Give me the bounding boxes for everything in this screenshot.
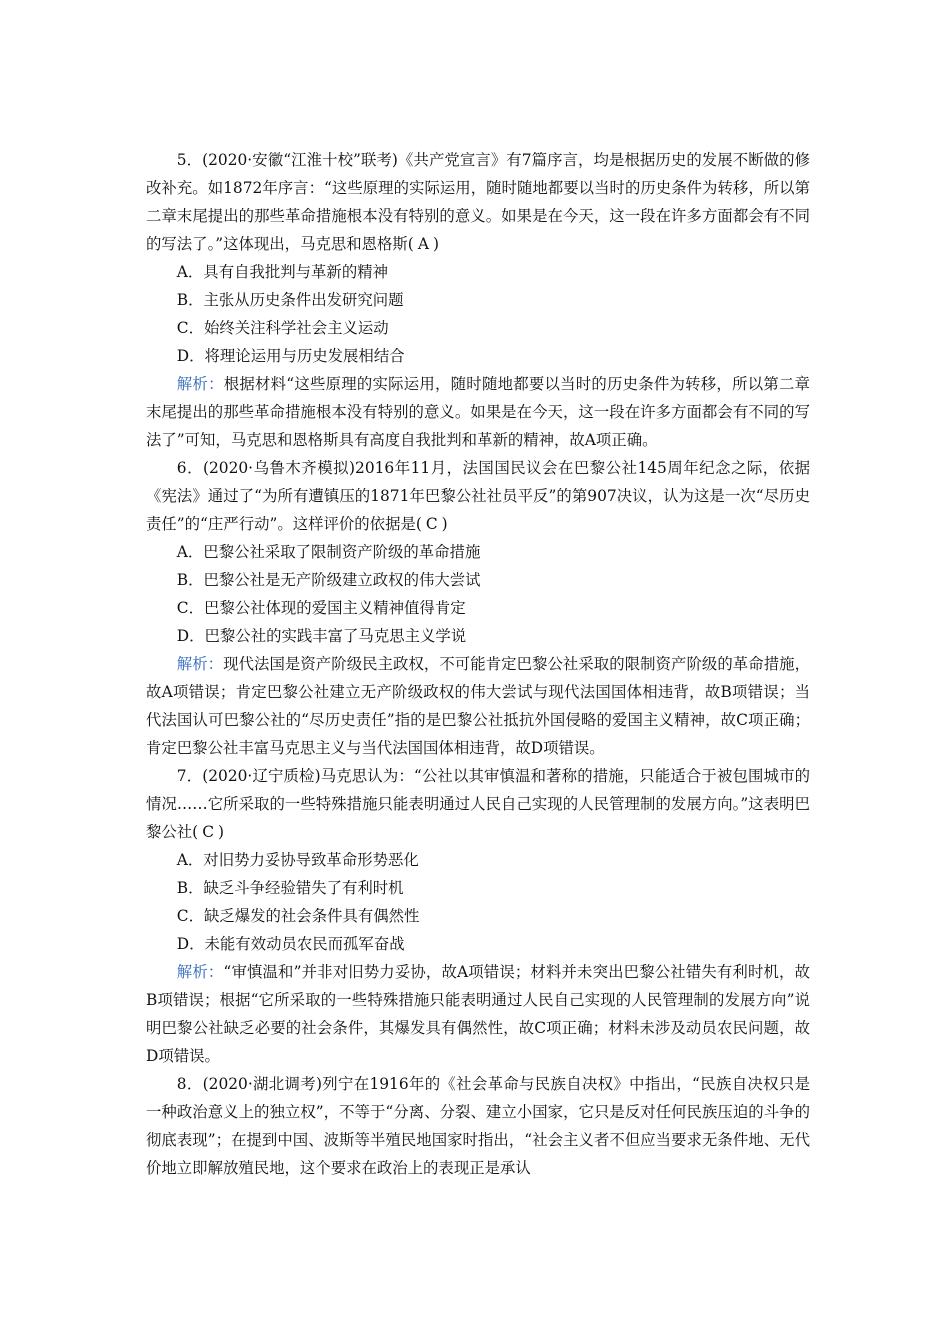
question-stem-text: 6．(2020·乌鲁木齐模拟)2016年11月，法国国民议会在巴黎公社145周年纪念之际，依据《宪法》通过了“为所有遭镇压的1871年巴黎公社社员平反”的第907决议，认为这是一次“尽历史责任”的“庄严行动”。这样评价的依据是(	[146, 459, 810, 533]
option-b: B．巴黎公社是无产阶级建立政权的伟大尝试	[176, 571, 481, 589]
analysis-text: 根据材料“这些原理的实际运用，随时随地都要以当时的历史条件为转移，所以第二章末尾提出的那些革命措施根本没有特别的意义。如果是在今天，这一段在许多方面都会有不同的写法了”可知，马克思和恩格斯具有高度自我批判和革新的精神，故A项正确。	[146, 375, 810, 449]
analysis	[146, 958, 810, 1070]
answer-close: )	[441, 515, 448, 533]
answer-mark: C	[202, 823, 214, 841]
option-b: B．缺乏斗争经验错失了有利时机	[176, 879, 404, 897]
document-page	[146, 146, 810, 1182]
question-8	[146, 1070, 810, 1182]
analysis	[146, 370, 810, 454]
analysis-label: 解析：	[176, 375, 224, 393]
answer-mark: C	[425, 515, 438, 533]
question-stem	[146, 454, 810, 538]
question-stem-text: 5．(2020·安徽“江淮十校”联考)《共产党宣言》有7篇序言，均是根据历史的发展不断做的修改补充。如1872年序言：“这些原理的实际运用，随时随地都要以当时的历史条件为转移，所以第二章末尾提出的那些革命措施根本没有特别的意义。如果是在今天，这一段在许多方面都会有不同的写法了。”这体现出，马克思和恩格斯(	[146, 151, 810, 253]
analysis	[146, 650, 810, 762]
option-a: A．巴黎公社采取了限制资产阶级的革命措施	[176, 543, 481, 561]
question-stem: 8．(2020·湖北调考)列宁在1916年的《社会革命与民族自决权》中指出，“民族自决权只是一种政治意义上的独立权”，不等于“分离、分裂、建立小国家，它只是反对任何民族压迫的斗争的彻底表现”；在提到中国、波斯等半殖民地国家时指出，“社会主义者不但应当要求无条件地、无代价地立即解放殖民地，这个要求在政治上的表现正是承认	[146, 1075, 810, 1177]
option-c: C．巴黎公社体现的爱国主义精神值得肯定	[176, 599, 466, 617]
option-a: A．对旧势力妥协导致革命形势恶化	[176, 851, 419, 869]
question-stem	[146, 762, 810, 846]
question-6	[146, 454, 810, 762]
analysis-text: “审慎温和”并非对旧势力妥协，故A项错误；材料并未突出巴黎公社错失有利时机，故B项错误；根据“它所采取的一些特殊措施只能表明通过人民自己实现的人民管理制的发展方向”说明巴黎公社缺乏必要的社会条件，其爆发具有偶然性，故C项正确；材料未涉及动员农民问题，故D项错误。	[146, 963, 810, 1065]
answer-mark: A	[417, 235, 429, 253]
answer-close: )	[432, 235, 439, 253]
question-stem	[146, 146, 810, 258]
analysis-text: 现代法国是资产阶级民主政权，不可能肯定巴黎公社采取的限制资产阶级的革命措施，故A项错误；肯定巴黎公社建立无产阶级政权的伟大尝试与现代法国国体相违背，故B项错误；当代法国认可巴黎公社的“尽历史责任”指的是巴黎公社抵抗外国侵略的爱国主义精神，故C项正确；肯定巴黎公社丰富马克思主义与当代法国国体相违背，故D项错误。	[146, 655, 810, 757]
option-a: A．具有自我批判与革新的精神	[176, 263, 388, 281]
analysis-label: 解析：	[176, 655, 224, 673]
answer-close: )	[217, 823, 224, 841]
option-d: D．未能有效动员农民而孤军奋战	[176, 935, 405, 953]
question-7	[146, 762, 810, 1070]
option-d: D．巴黎公社的实践丰富了马克思主义学说	[176, 627, 467, 645]
option-c: C．缺乏爆发的社会条件具有偶然性	[176, 907, 420, 925]
option-c: C．始终关注科学社会主义运动	[176, 319, 389, 337]
question-stem-text: 7．(2020·辽宁质检)马克思认为：“公社以其审慎温和著称的措施，只能适合于被包围城市的情况……它所采取的一些特殊措施只能表明通过人民自己实现的人民管理制的发展方向。”这表明巴黎公社(	[146, 767, 810, 841]
analysis-label: 解析：	[176, 963, 224, 981]
question-5	[146, 146, 810, 454]
option-d: D．将理论运用与历史发展相结合	[176, 347, 405, 365]
option-b: B．主张从历史条件出发研究问题	[176, 291, 404, 309]
